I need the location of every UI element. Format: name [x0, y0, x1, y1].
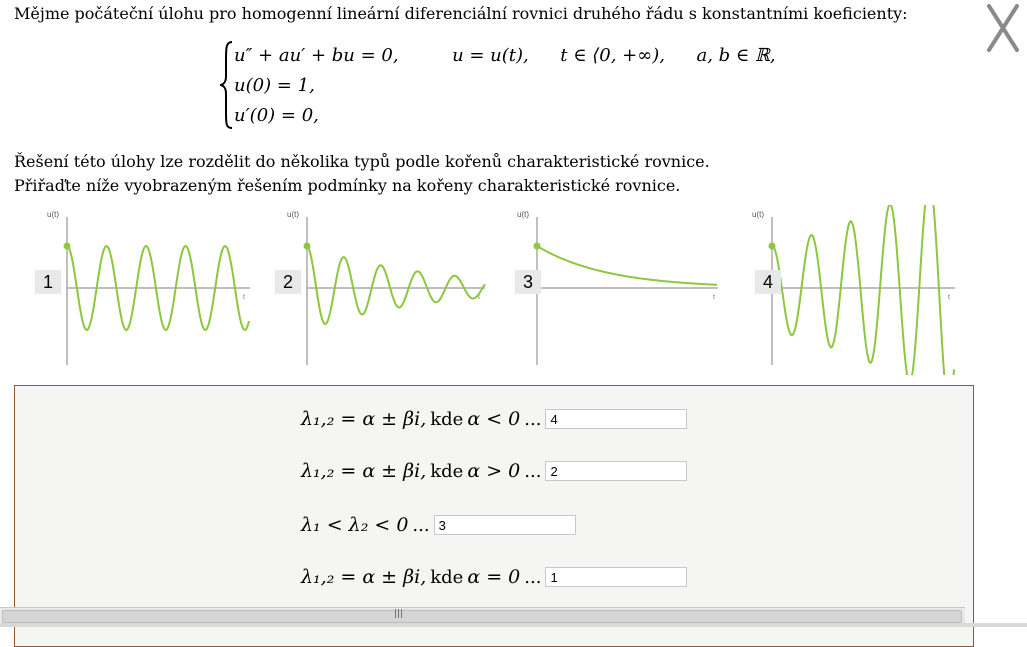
x-axis-label: t — [478, 294, 480, 301]
roots-expression: λ₁,₂ = α ± βi, — [301, 566, 427, 588]
ellipsis: ... — [524, 408, 542, 430]
answer-input-3[interactable] — [434, 515, 576, 535]
initial-point — [304, 243, 311, 250]
condition-expression: α < 0 — [467, 408, 521, 430]
brace-icon — [220, 40, 234, 130]
coefficient-def: a, b ∈ ℝ, — [696, 45, 776, 66]
roots-expression: λ₁ < λ₂ < 0 — [301, 514, 409, 536]
scrollbar-thumb[interactable] — [2, 610, 962, 623]
paragraph-1: Řešení této úlohy lze rozdělit do několika typů podle kořenů charakteristické rovnice. — [14, 152, 710, 171]
x-axis-label: t — [713, 294, 715, 301]
x-axis-label: t — [948, 294, 950, 301]
answer-row-2 — [301, 459, 687, 483]
intro-text: Mějme počáteční úlohu pro homogenní lineární diferenciální rovnici druhého řádu s konstantními koeficienty: — [14, 4, 908, 23]
solution-curve — [307, 246, 485, 324]
initial-condition-1: u(0) = 1, — [234, 75, 315, 96]
answer-row-4 — [301, 565, 687, 589]
solution-plot-1 — [30, 205, 252, 375]
answer-row-1 — [301, 407, 687, 431]
function-def: u = u(t), — [452, 45, 529, 66]
solution-curve — [537, 246, 717, 285]
condition-expression: α = 0 — [467, 566, 521, 588]
answer-input-4[interactable] — [545, 567, 687, 587]
plot-number-1: 1 — [35, 270, 61, 294]
initial-point — [534, 243, 541, 250]
initial-condition-2: u′(0) = 0, — [234, 105, 319, 126]
close-icon[interactable] — [983, 0, 1023, 56]
y-axis-label: u(t) — [287, 210, 299, 219]
answer-input-2[interactable] — [545, 461, 687, 481]
y-axis-label: u(t) — [47, 210, 59, 219]
y-axis-label: u(t) — [517, 210, 529, 219]
roots-expression: λ₁,₂ = α ± βi, — [301, 460, 427, 482]
x-axis-label: t — [243, 294, 245, 301]
roots-expression: λ₁,₂ = α ± βi, — [301, 408, 427, 430]
initial-point — [769, 243, 776, 250]
equation-line-1 — [234, 45, 776, 66]
solution-curve — [772, 205, 954, 375]
bottom-bar — [0, 623, 1027, 627]
answer-row-3 — [301, 513, 576, 537]
plot-number-4: 4 — [755, 270, 781, 294]
condition-word: kde — [430, 566, 464, 588]
scrollbar-grip-icon: ||| — [394, 609, 404, 619]
condition-word: kde — [430, 460, 464, 482]
horizontal-scrollbar[interactable] — [0, 607, 965, 624]
ellipsis: ... — [524, 566, 542, 588]
plot-number-3: 3 — [515, 270, 541, 294]
initial-point — [64, 243, 71, 250]
ode-equation: u″ + au′ + bu = 0, — [234, 45, 399, 66]
plot-number-2: 2 — [275, 270, 301, 294]
answer-input-1[interactable] — [545, 409, 687, 429]
condition-word: kde — [430, 408, 464, 430]
paragraph-2: Přiřaďte níže vyobrazeným řešením podmínky na kořeny charakteristické rovnice. — [14, 176, 681, 195]
ellipsis: ... — [412, 514, 430, 536]
y-axis-label: u(t) — [752, 210, 764, 219]
condition-expression: α > 0 — [467, 460, 521, 482]
equation-system — [220, 40, 920, 132]
domain-def: t ∈ ⟨0, +∞), — [560, 45, 665, 66]
ellipsis: ... — [524, 460, 542, 482]
solution-plot-2 — [270, 205, 492, 375]
